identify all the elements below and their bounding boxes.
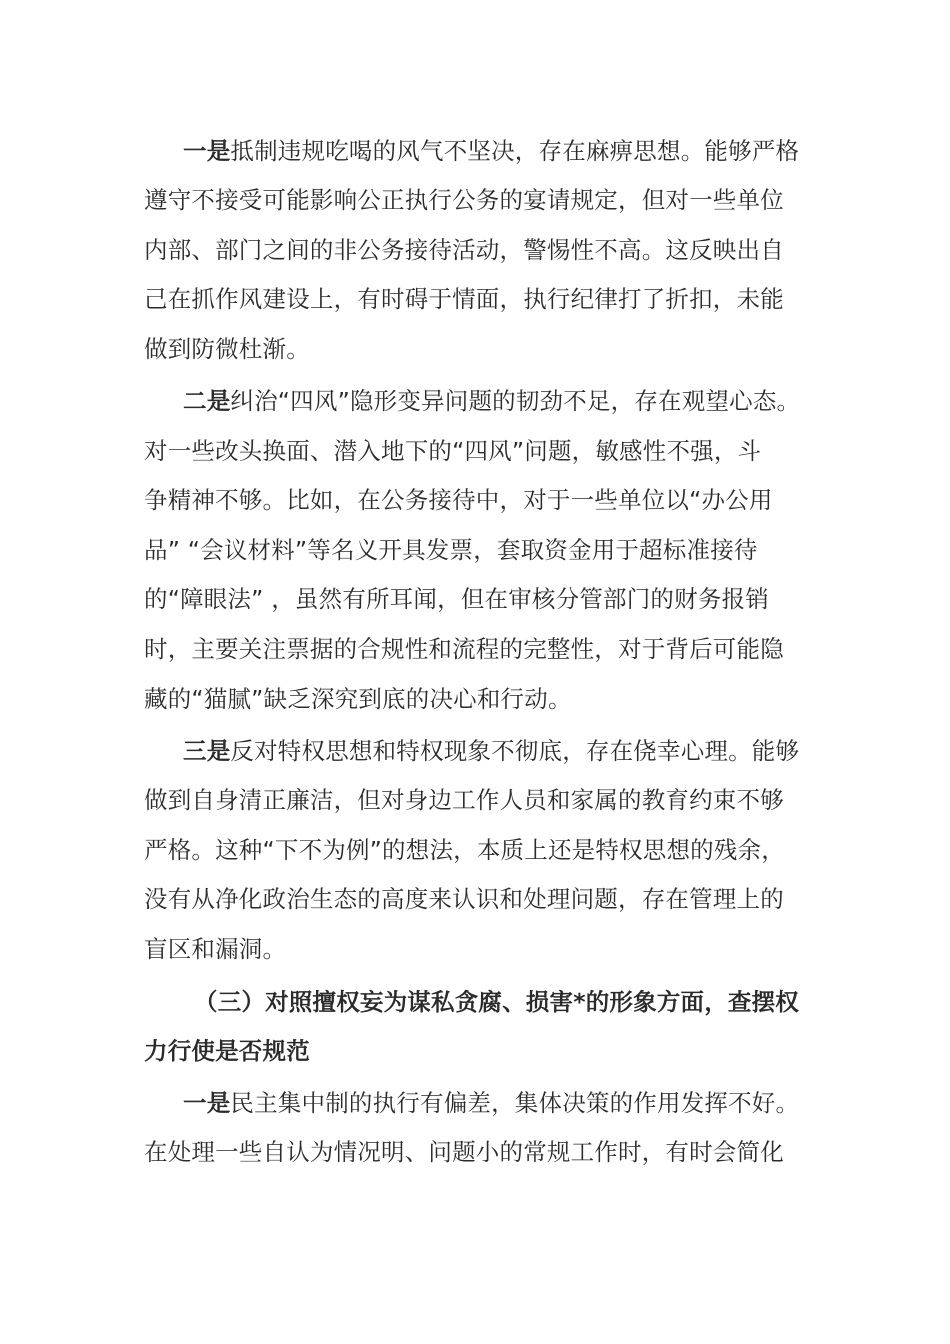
paragraph-2-line-1: [183, 384, 800, 418]
section-heading-line-1: （三）对照擅权妄为谋私贪腐、损害*的形象方面，查摆权: [194, 988, 799, 1016]
paragraph-1-line-3: 内部、部门之间的非公务接待活动，警惕性不高。这反映出自: [144, 236, 784, 264]
paragraph-2-line-5: 的“障眼法” ，虽然有所耳闻，但在审核分管部门的财务报销: [144, 585, 769, 613]
paragraph-4-line-1: [183, 1086, 799, 1120]
section-heading-line-2: 力行使是否规范: [144, 1037, 310, 1065]
paragraph-4-line-2: 在处理一些自认为情况明、问题小的常规工作时，有时会简化: [144, 1138, 784, 1166]
paragraph-1-line-2: 遵守不接受可能影响公正执行公务的宴请规定，但对一些单位: [144, 186, 784, 214]
paragraph-3-lead: 三是: [183, 737, 231, 765]
paragraph-3-line-4: 没有从净化政治生态的高度来认识和处理问题，存在管理上的: [144, 885, 784, 913]
paragraph-2-line-4: 品” “会议材料”等名义开具发票，套取资金用于超标准接待: [144, 536, 758, 564]
paragraph-1-text: 抵制违规吃喝的风气不坚决，存在麻痹思想。能够严格: [230, 137, 800, 165]
paragraph-1-lead: 一是: [183, 137, 231, 165]
paragraph-1-line-1: [183, 134, 799, 168]
paragraph-4-lead: 一是: [183, 1089, 231, 1117]
paragraph-2-text: 纠治“四风”隐形变异问题的韧劲不足，存在观望心态。: [230, 387, 801, 415]
paragraph-3-line-5: 盲区和漏洞。: [144, 935, 287, 963]
paragraph-1-line-4: 己在抓作风建设上，有时碍于情面，执行纪律打了折扣，未能: [144, 285, 784, 313]
paragraph-2-line-3: 争精神不够。比如，在公务接待中，对于一些单位以“办公用: [144, 486, 773, 514]
paragraph-3-line-1: [183, 734, 799, 768]
paragraph-3-line-2: 做到自身清正廉洁，但对身边工作人员和家属的教育约束不够: [144, 786, 784, 814]
paragraph-2-line-7: 藏的“猫腻”缺乏深究到底的决心和行动。: [144, 685, 572, 713]
paragraph-2-line-2: 对一些改头换面、潜入地下的“四风”问题，敏感性不强，斗: [144, 437, 762, 465]
paragraph-4-text: 民主集中制的执行有偏差，集体决策的作用发挥不好。: [230, 1089, 800, 1117]
paragraph-3-line-3: 严格。这种“下不为例”的想法，本质上还是特权思想的残余，: [144, 836, 785, 864]
paragraph-1-line-5: 做到防微杜渐。: [144, 335, 310, 363]
paragraph-3-text: 反对特权思想和特权现象不彻底，存在侥幸心理。能够: [230, 737, 800, 765]
paragraph-2-lead: 二是: [183, 387, 231, 415]
paragraph-2-line-6: 时，主要关注票据的合规性和流程的完整性，对于背后可能隐: [144, 635, 784, 663]
